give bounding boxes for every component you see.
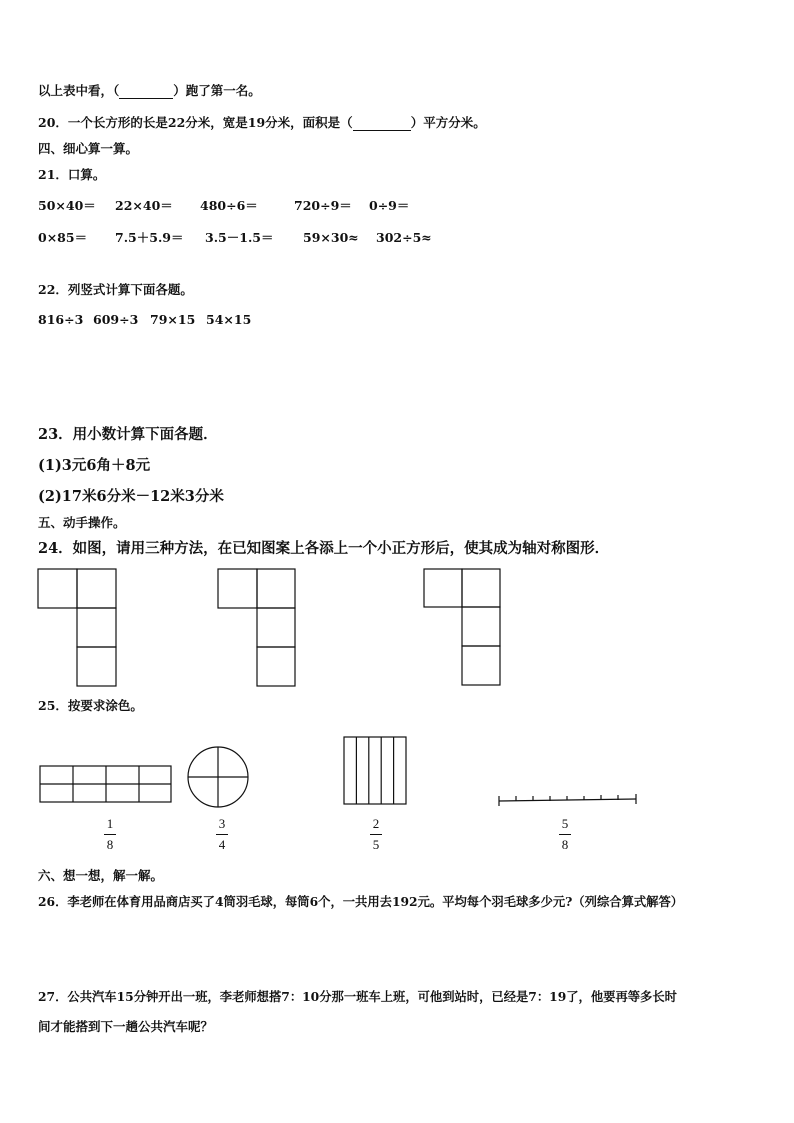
square-pattern-2[interactable] [218,569,295,686]
numerator: 5 [561,816,569,831]
oral-item: 480÷6＝ [200,198,258,213]
question-23-part-1: (1)3元6角＋8元 [38,457,151,474]
fraction-bar [370,834,382,835]
section-5-heading: 五、动手操作。 [38,515,126,530]
question-25: 25．按要求涂色。 [38,698,143,713]
question-27-line-1: 27．公共汽车15分钟开出一班，李老师想搭7：10分那一班车上班，可他到站时，已经是7：19了，他要再等多长时 [38,989,677,1004]
question-26: 26．李老师在体育用品商店买了4筒羽毛球，每筒6个，一共用去192元。平均每个羽毛球多少元?（列综合算式解答） [38,894,684,909]
fraction-bar [216,834,228,835]
fraction-label [207,816,237,853]
oral-item: 720÷9＝ [294,198,352,213]
denominator: 8 [561,837,569,852]
question-23: 23．用小数计算下面各题． [38,426,218,443]
question-27-line-2: 间才能搭到下一趟公共汽车呢？ [38,1019,214,1034]
text-part: 以上表中看，（ [38,83,120,98]
fraction-label [361,816,391,853]
text-part: ）跑了第一名。 [173,83,261,98]
fraction-label [95,816,125,853]
square-pattern-3[interactable] [424,569,500,685]
denominator: 5 [372,837,380,852]
oral-item: 7.5＋5.9＝ [115,230,184,245]
vertical-item: 609÷3 [93,312,139,327]
fraction-bar [104,834,116,835]
oral-item: 50×40＝ [38,198,96,213]
oral-item: 302÷5≈ [376,230,432,245]
denominator: 8 [106,837,114,852]
rectangle-fifths-shape[interactable] [344,737,406,804]
numerator: 1 [106,816,114,831]
line-segment-eighths[interactable] [499,794,636,806]
oral-item: 59×30≈ [303,230,359,245]
oral-item: 3.5－1.5＝ [205,230,274,245]
numerator: 3 [218,816,226,831]
rectangle-eighths-shape[interactable] [40,766,171,802]
question-24: 24．如图，请用三种方法，在已知图案上各添上一个小正方形后，使其成为轴对称图形． [38,540,610,557]
oral-item: 0÷9＝ [369,198,410,213]
vertical-item: 816÷3 [38,312,84,327]
question-22: 22．列竖式计算下面各题。 [38,282,193,297]
square-pattern-1[interactable] [38,569,116,686]
denominator: 4 [218,837,226,852]
fraction-label [550,816,580,853]
text-part: 20．一个长方形的长是22分米，宽是19分米，面积是（ [38,115,353,130]
section-4-heading: 四、细心算一算。 [38,141,139,156]
fraction-bar [559,834,571,835]
oral-item: 0×85＝ [38,230,88,245]
vertical-item: 54×15 [206,312,252,327]
section-6-heading: 六、想一想，解一解。 [38,868,164,883]
question-21: 21．口算。 [38,167,106,182]
circle-quarters-shape[interactable] [188,747,248,807]
text-part: ）平方分米。 [410,115,486,130]
numerator: 2 [372,816,380,831]
oral-item: 22×40＝ [115,198,173,213]
vertical-item: 79×15 [150,312,196,327]
question-23-part-2: (2)17米6分米－12米3分米 [38,488,224,505]
